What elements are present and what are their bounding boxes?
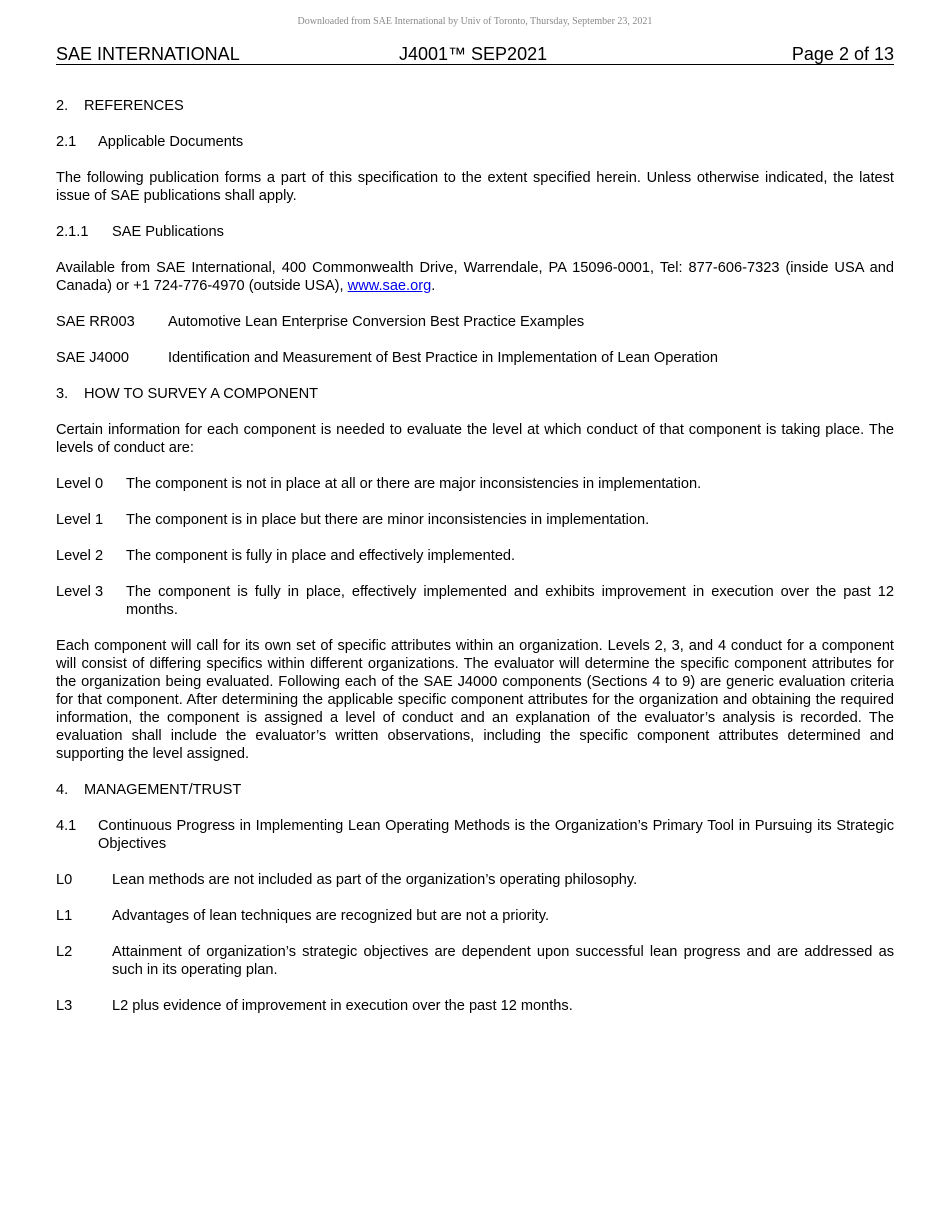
reference-title: Identification and Measurement of Best Practice in Implementation of Lean Operation bbox=[168, 350, 719, 366]
level-item bbox=[56, 475, 894, 493]
criteria-level-item bbox=[56, 871, 894, 889]
criteria-level-description: Lean methods are not included as part of the organization’s operating philosophy. bbox=[112, 872, 638, 888]
page-header bbox=[56, 44, 894, 65]
section-4-1-heading bbox=[56, 817, 894, 853]
section-title: Continuous Progress in Implementing Lean Operating Methods is the Organization’s Primary Tool in Pursuing its Strategic Objectives bbox=[98, 818, 894, 852]
criteria-level-description: L2 plus evidence of improvement in execution over the past 12 months. bbox=[112, 998, 573, 1014]
criteria-level-label: L3 bbox=[56, 998, 73, 1014]
paragraph-levels-intro: Certain information for each component is needed to evaluate the level at which conduct of that component is taking place. The levels of conduct are: bbox=[56, 422, 894, 456]
section-number: 3. bbox=[56, 386, 69, 402]
paragraph-component-evaluation: Each component will call for its own set of specific attributes within an organization. Levels 2, 3, and 4 conduct for a component will consist of differing specifics within different organizations. The evaluator will determine the specific component attributes for the organization being evaluated. Following each of the SAE J4000 components (Sections 4 to 9) are generic evaluation criteria for that component. After determining the applicable specific component attributes for the organization and obtaining the required information, the component is assigned a level of conduct and an explanation of the evaluator’s analysis is recorded. The evaluation shall include the evaluator’s written observations, including the specific component attributes determined and supporting the level assigned. bbox=[56, 638, 894, 762]
criteria-level-label: L0 bbox=[56, 872, 73, 888]
section-number: 4.1 bbox=[56, 818, 77, 834]
reference-title: Automotive Lean Enterprise Conversion Best Practice Examples bbox=[168, 314, 585, 330]
header-organization: SAE INTERNATIONAL bbox=[56, 44, 240, 64]
header-page-number: Page 2 of 13 bbox=[791, 44, 894, 64]
publications-text: Available from SAE International, 400 Commonwealth Drive, Warrendale, PA 15096-0001, Tel: 877-606-7323 (inside USA and Canada) or +1 724-776-4970 (outside USA), bbox=[56, 260, 894, 294]
level-label: Level 0 bbox=[56, 476, 104, 492]
header-document-number: J4001™ SEP2021 bbox=[399, 44, 548, 64]
reference-item bbox=[56, 313, 894, 331]
section-4-heading bbox=[56, 781, 894, 799]
criteria-level-item bbox=[56, 997, 894, 1015]
reference-item bbox=[56, 349, 894, 367]
section-title: Applicable Documents bbox=[98, 134, 244, 150]
section-number: 2.1 bbox=[56, 134, 77, 150]
level-description: The component is fully in place and effectively implemented. bbox=[126, 548, 516, 564]
section-2-heading bbox=[56, 97, 894, 115]
level-description: The component is not in place at all or there are major inconsistencies in implementation. bbox=[126, 476, 702, 492]
section-number: 2.1.1 bbox=[56, 224, 89, 240]
section-3-heading bbox=[56, 385, 894, 403]
criteria-level-description: Advantages of lean techniques are recognized but are not a priority. bbox=[112, 908, 550, 924]
level-item bbox=[56, 583, 894, 619]
level-description: The component is fully in place, effectively implemented and exhibits improvement in execution over the past 12 months. bbox=[126, 584, 894, 618]
paragraph-applicable-documents: The following publication forms a part of this specification to the extent specified herein. Unless otherwise indicated, the latest issue of SAE publications shall apply. bbox=[56, 170, 894, 204]
level-label: Level 1 bbox=[56, 512, 104, 528]
criteria-level-item bbox=[56, 907, 894, 925]
download-watermark: Downloaded from SAE International by Univ of Toronto, Thursday, September 23, 2021 bbox=[297, 16, 653, 27]
section-title: REFERENCES bbox=[84, 98, 184, 114]
reference-code: SAE J4000 bbox=[56, 350, 130, 366]
section-title: SAE Publications bbox=[112, 224, 224, 240]
level-label: Level 2 bbox=[56, 548, 104, 564]
publications-text-end: . bbox=[431, 278, 436, 294]
criteria-level-description: Attainment of organization’s strategic objectives are dependent upon successful lean progress and are addressed as such in its operating plan. bbox=[112, 944, 894, 978]
section-number: 4. bbox=[56, 782, 69, 798]
section-number: 2. bbox=[56, 98, 69, 114]
section-2-1-heading bbox=[56, 133, 894, 151]
level-item bbox=[56, 547, 894, 565]
criteria-level-item bbox=[56, 943, 894, 979]
paragraph-sae-publications bbox=[56, 259, 894, 295]
criteria-level-label: L2 bbox=[56, 944, 73, 960]
section-2-1-1-heading bbox=[56, 223, 894, 241]
section-title: HOW TO SURVEY A COMPONENT bbox=[84, 386, 319, 402]
document-body bbox=[56, 97, 894, 1033]
reference-code: SAE RR003 bbox=[56, 314, 135, 330]
criteria-level-label: L1 bbox=[56, 908, 73, 924]
level-description: The component is in place but there are minor inconsistencies in implementation. bbox=[126, 512, 650, 528]
level-item bbox=[56, 511, 894, 529]
sae-website-link[interactable]: www.sae.org bbox=[347, 278, 432, 294]
level-label: Level 3 bbox=[56, 584, 104, 600]
section-title: MANAGEMENT/TRUST bbox=[84, 782, 242, 798]
